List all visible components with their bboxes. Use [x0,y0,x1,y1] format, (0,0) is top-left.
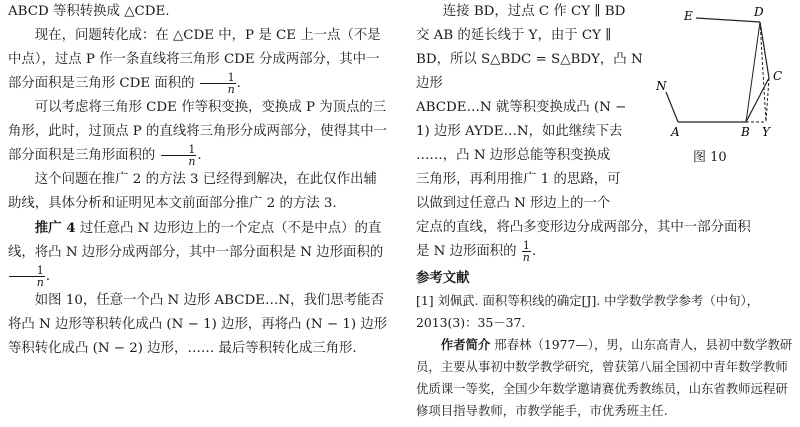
author-label: 作者简介 [440,337,491,352]
references-heading: 参考文献 [416,270,470,286]
segment-C-Y [766,78,769,122]
fraction-numerator: 1 [200,72,236,84]
fraction [200,72,236,95]
edge-D-E [696,18,760,22]
paragraph-text: 现在，问题转化成：在 △CDE 中，P 是 CE 上一点（不是中点），过点 P 作一条直线将三角形 CDE 分成两部分，其中一部分面积是三角形 CDE 面积的 [8,28,381,91]
fraction [9,265,45,288]
paragraph-text: 是 N 边形面积的 [416,244,517,259]
edge-C-D [760,22,769,78]
text-line: 三角形，再利用推广 1 的思路，可 [416,172,621,187]
fraction-denominator: n [36,276,44,289]
fraction-numerator: 1 [522,239,530,252]
text-line: 定点的直线，将凸多变形边分成两部分，其中一部分面积 [416,220,751,235]
paragraph-line: ABCD 等积转换成 △CDE. [8,4,170,19]
fraction-numerator: 1 [161,144,197,156]
text-line: 以做到过任意凸 N 形边上的一个 [416,196,611,211]
vertex-label-D: D [754,5,764,19]
fraction-numerator: 1 [9,265,45,277]
generalization-label: 推广 4 [34,220,76,236]
paragraph-end: . [197,148,202,163]
figure-caption: 图 10 [693,150,727,165]
paragraph-reference: 这个问题在推广 2 的方法 3 已经得到解决，在此仅作出辅助线，具体分析和证明见本文前面部分推广 2 的方法 3. [8,172,377,211]
paragraph-end: . [531,244,537,259]
paragraph-transform [8,96,390,168]
edge-N-A [666,92,678,122]
text-line: ABCDE…N 就等积变换成凸 (N − [416,100,627,115]
fraction [161,144,197,167]
text-line [416,240,800,264]
author-bio [416,334,800,422]
vertex-label-C: C [773,69,783,83]
paragraph-problem [8,24,390,96]
vertex-label-A: A [671,125,680,139]
fraction-denominator: n [522,251,530,264]
fraction-denominator: n [188,155,196,168]
paragraph-generalization-4 [8,216,390,289]
paragraph-end: . [236,76,241,91]
vertex-label-N: N [656,79,667,93]
vertex-label-Y: Y [762,125,770,139]
paragraph-text: 可以考虑将三角形 CDE 作等积变换，变换成 P 为顶点的三角形，此时，过顶点 P 的直线将三角形分成两部分，使得其中一部分面积是三角形面积的 [8,100,388,163]
text-line: 1) 边形 AYDE…N，如此继续下去 [416,124,623,139]
figure-10 [656,0,800,170]
fraction-denominator: n [227,83,235,96]
paragraph-end: . [45,269,51,284]
vertex-label-B: B [741,125,750,139]
segment-B-D [746,22,760,122]
left-column [8,0,390,361]
text-line: 连接 BD，过点 C 作 CY ∥ BD [442,4,626,19]
text-line: ……，凸 N 边形总能等积变换成 [416,148,611,163]
paragraph-figure-ref: 如图 10，任意一个凸 N 边形 ABCDE…N，我们思考能否将凸 N 边形等积转化成凸 (N − 1) 边形，再将凸 (N − 1) 边形等积转化成凸 (N − 2) 边形，…… 最后等积转化成三角形. [8,293,388,356]
reference-item: [1] 刘佩武. 面积等积线的确定[J]. 中学数学教学参考（中旬），2013(3)：35－37. [416,293,760,330]
text-line: BD，所以 S△BDC = S△BDY，凸 N 边形 [416,52,643,91]
author-text: 邢春林（1977—），男，山东高青人，县初中数学教研员，主要从事初中数学教学研究，曾获第八届全国初中青年数学教师优质课一等奖，全国少年数学邀请赛优秀教练员，山东省教师远程研修项目指导教师，市教学能手，市优秀班主任. [416,337,793,418]
text-line: 交 AB 的延长线于 Y，由于 CY ∥ [416,28,612,43]
vertex-label-E: E [684,9,693,23]
fraction [522,240,531,263]
paragraph-text: 过任意凸 N 边形边上的一个定点（不是中点）的直线，将凸 N 边形分成两部分，其中一部分面积是 N 边形面积的 [8,221,384,260]
